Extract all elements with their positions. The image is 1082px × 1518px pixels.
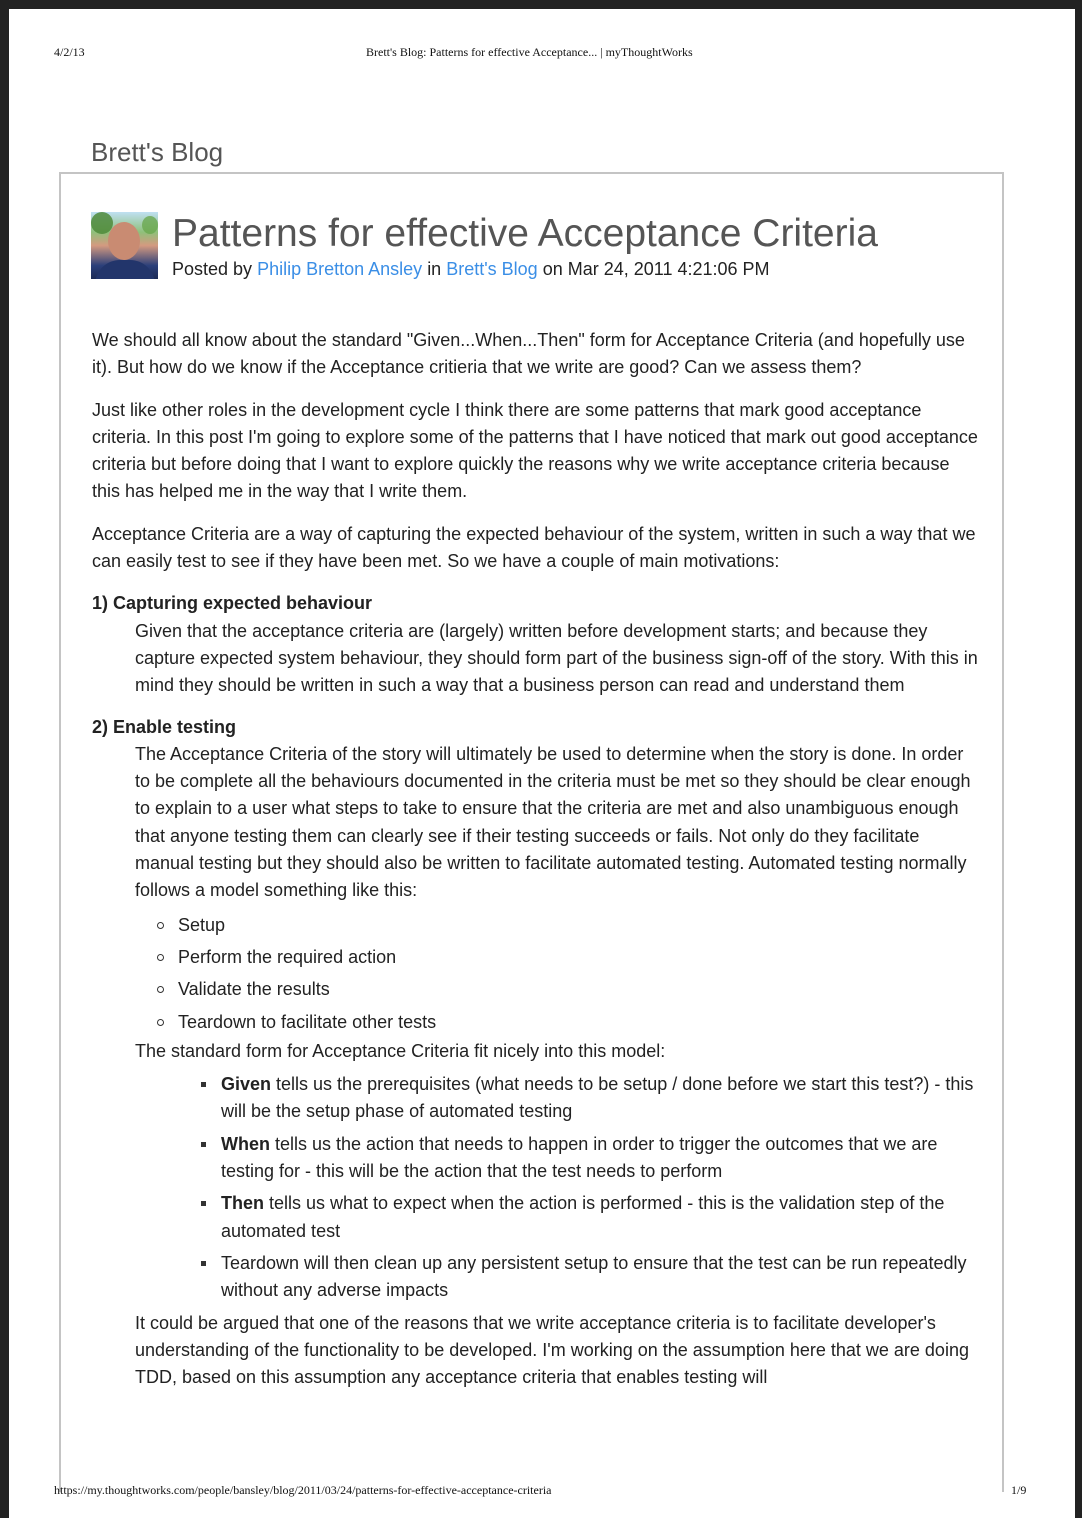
print-footer-url: https://my.thoughtworks.com/people/bansley/blog/2011/03/24/patterns-for-effective-acceptance-criteria: [54, 1483, 552, 1497]
list-item-text: tells us what to expect when the action is performed - this is the validation step of the automated test: [221, 1193, 945, 1241]
avatar-shoulders: [95, 260, 155, 279]
list-item: Validate the results: [135, 973, 982, 1005]
list-item: [135, 1250, 982, 1305]
list-item-text: tells us the prerequisites (what needs to be setup / done before we start this test?) - this will be the setup phase of automated testing: [221, 1074, 974, 1122]
list-item: Setup: [135, 909, 982, 941]
in-label: in: [427, 259, 442, 279]
post-meta: [172, 259, 770, 280]
posted-by-label: Posted by: [172, 259, 253, 279]
author-avatar[interactable]: [91, 212, 158, 279]
print-footer-page-number: 1/9: [1011, 1483, 1027, 1497]
section-title: 2) Enable testing: [92, 716, 237, 737]
printed-page: [9, 9, 1075, 1518]
section-body: [135, 618, 982, 700]
blog-name: Brett's Blog: [91, 137, 224, 167]
model-steps-list: [135, 909, 982, 1038]
section-text: It could be argued that one of the reasons that we write acceptance criteria is to facilitate developer's understanding of the functionality to be developed. I'm working on the assumption here that we are doing TDD, based on this assumption any acceptance criteria that enables testing will: [135, 1312, 969, 1388]
avatar-face: [108, 222, 140, 260]
paragraph: We should all know about the standard "Given...When...Then" form for Acceptance Criteria (and hopefully use it). But how do we know if the Acceptance critieria that we write are good? Can we assess them?: [92, 330, 965, 378]
standard-form-list: [135, 1071, 982, 1304]
post-body: [92, 327, 982, 1405]
keyword: Given: [221, 1074, 272, 1095]
post-title: Patterns for effective Acceptance Criteria: [172, 212, 878, 255]
avatar-foliage: [142, 216, 158, 234]
list-item-text: tells us the action that needs to happen in order to trigger the outcomes that we are testing for - this will be the action that the test needs to perform: [221, 1133, 938, 1182]
section-text: The standard form for Acceptance Criteria fit nicely into this model:: [135, 1040, 666, 1061]
keyword: When: [221, 1133, 270, 1154]
paragraph: Acceptance Criteria are a way of capturing the expected behaviour of the system, written in such a way that we can easily test to see if they have been met. So we have a couple of main motivations:: [92, 523, 976, 572]
section-text: The Acceptance Criteria of the story will ultimately be used to determine when the story is done. In order to be complete all the behaviours documented in the criteria must be met so they should be clear enough to explain to a user what steps to take to ensure that the criteria are met and also unambiguous enough that anyone testing them can clearly see if their testing succeeds or fails. Not only do they facilitate manual testing but they should also be written to facilitate automated testing. Automated testing normally follows a model something like this:: [135, 743, 971, 901]
list-item: Teardown to facilitate other tests: [135, 1006, 982, 1038]
section-text: Given that the acceptance criteria are (largely) written before development starts; and because they capture expected system behaviour, they should form part of the business sign-off of the story. With this in mind they should be written in such a way that a business person can read and understand them: [135, 620, 978, 696]
post-datetime: Mar 24, 2011 4:21:06 PM: [567, 259, 770, 279]
blog-link[interactable]: Brett's Blog: [446, 259, 538, 279]
list-item: [135, 1190, 982, 1245]
print-header-date: 4/2/13: [54, 45, 85, 59]
list-item-text: Teardown will then clean up any persistent setup to ensure that the test can be run repeatedly without any adverse impacts: [221, 1252, 967, 1301]
section-body: [135, 741, 982, 1392]
author-link[interactable]: Philip Bretton Ansley: [257, 259, 423, 279]
print-header-title: Brett's Blog: Patterns for effective Acceptance... | myThoughtWorks: [366, 45, 693, 59]
list-item: Perform the required action: [135, 941, 982, 973]
paragraph: Just like other roles in the development cycle I think there are some patterns that mark good acceptance criteria. In this post I'm going to explore some of the patterns that I have noticed that mark out good acceptance criteria but before doing that I want to explore quickly the reasons why we write acceptance criteria because this has helped me in the way that I write them.: [92, 399, 978, 502]
list-item: [135, 1131, 982, 1186]
list-item: [135, 1071, 982, 1126]
keyword: Then: [221, 1193, 264, 1214]
on-label: on: [542, 259, 563, 279]
section-title: 1) Capturing expected behaviour: [92, 593, 373, 614]
